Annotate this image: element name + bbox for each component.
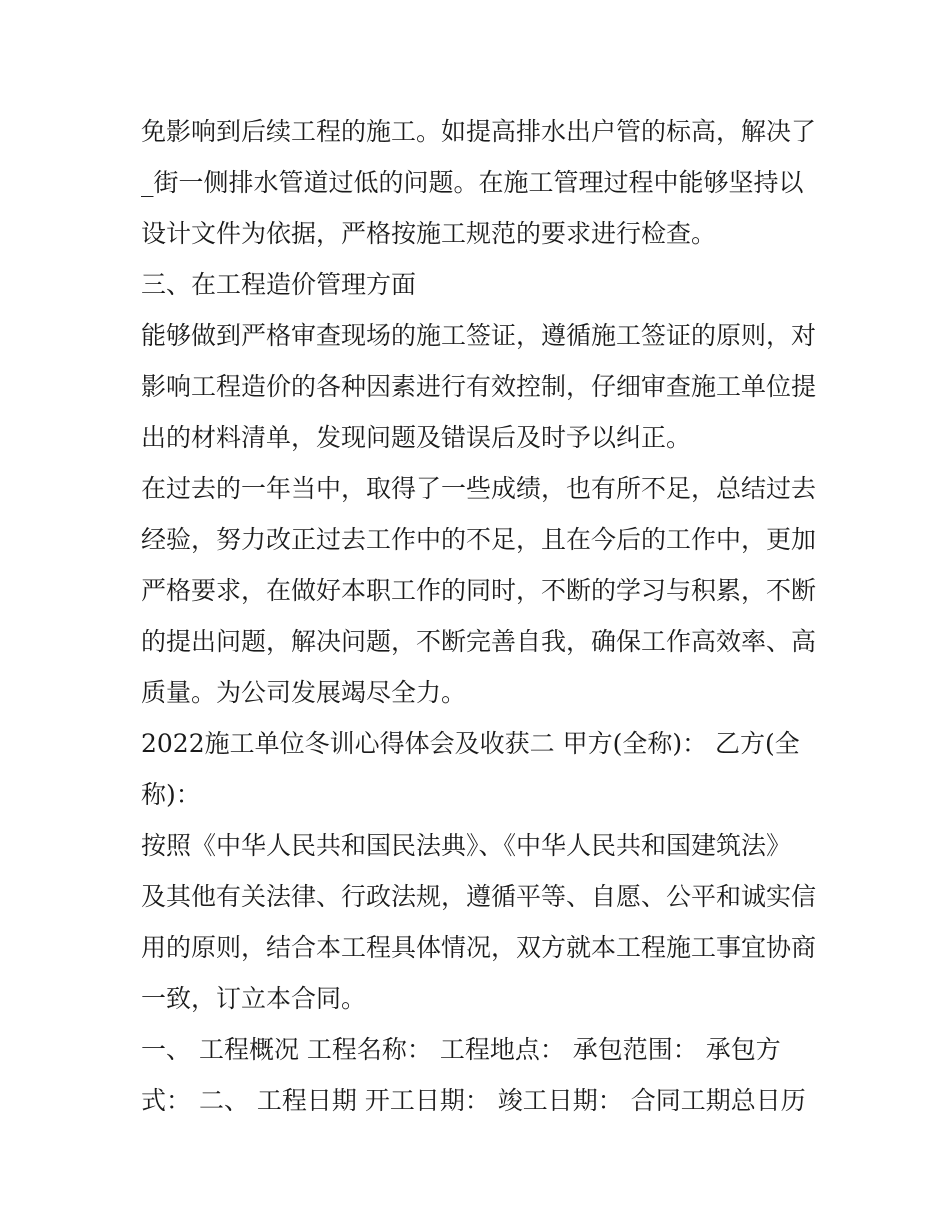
- text-line: 设计文件为依据，严格按施工规范的要求进行检查。: [141, 219, 717, 248]
- text-line: _街一侧排水管道过低的问题。在施工管理过程中能够坚持以: [141, 168, 804, 197]
- text-line: 的提出问题，解决问题，不断完善自我，确保工作高效率、高: [141, 627, 817, 656]
- text-line: 一致，订立本合同。: [141, 984, 367, 1013]
- text-line: 出的材料清单，发现问题及错误后及时予以纠正。: [141, 423, 692, 452]
- text-line: 影响工程造价的各种因素进行有效控制，仔细审查施工单位提: [141, 372, 817, 401]
- text-line: 能够做到严格审查现场的施工签证，遵循施工签证的原则，对: [141, 321, 817, 350]
- text-line: 质量。为公司发展竭尽全力。: [141, 678, 467, 707]
- section-heading: 三、在工程造价管理方面: [141, 270, 417, 299]
- text-line: 严格要求，在做好本职工作的同时，不断的学习与积累，不断: [141, 576, 817, 605]
- text-line: 式： 二、 工程日期 开工日期： 竣工日期： 合同工期总日历: [141, 1086, 806, 1115]
- document-title-line: 2022施工单位冬训心得体会及收获二 甲方(全称)： 乙方(全: [141, 729, 800, 758]
- text-line: 经验，努力改正过去工作中的不足，且在今后的工作中，更加: [141, 525, 817, 554]
- text-line: 及其他有关法律、行政法规，遵循平等、自愿、公平和诚实信: [141, 882, 817, 911]
- text-line: 在过去的一年当中，取得了一些成绩，也有所不足，总结过去: [141, 474, 817, 503]
- text-line: 一、 工程概况 工程名称： 工程地点： 承包范围： 承包方: [141, 1035, 781, 1064]
- text-line: 免影响到后续工程的施工。如提高排水出户管的标高，解决了: [141, 117, 817, 146]
- text-line: 按照《中华人民共和国民法典》、《中华人民共和国建筑法》: [141, 831, 792, 860]
- text-line: 用的原则，结合本工程具体情况，双方就本工程施工事宜协商: [141, 933, 817, 962]
- text-line: 称)：: [141, 780, 201, 809]
- document-body: [141, 106, 821, 1126]
